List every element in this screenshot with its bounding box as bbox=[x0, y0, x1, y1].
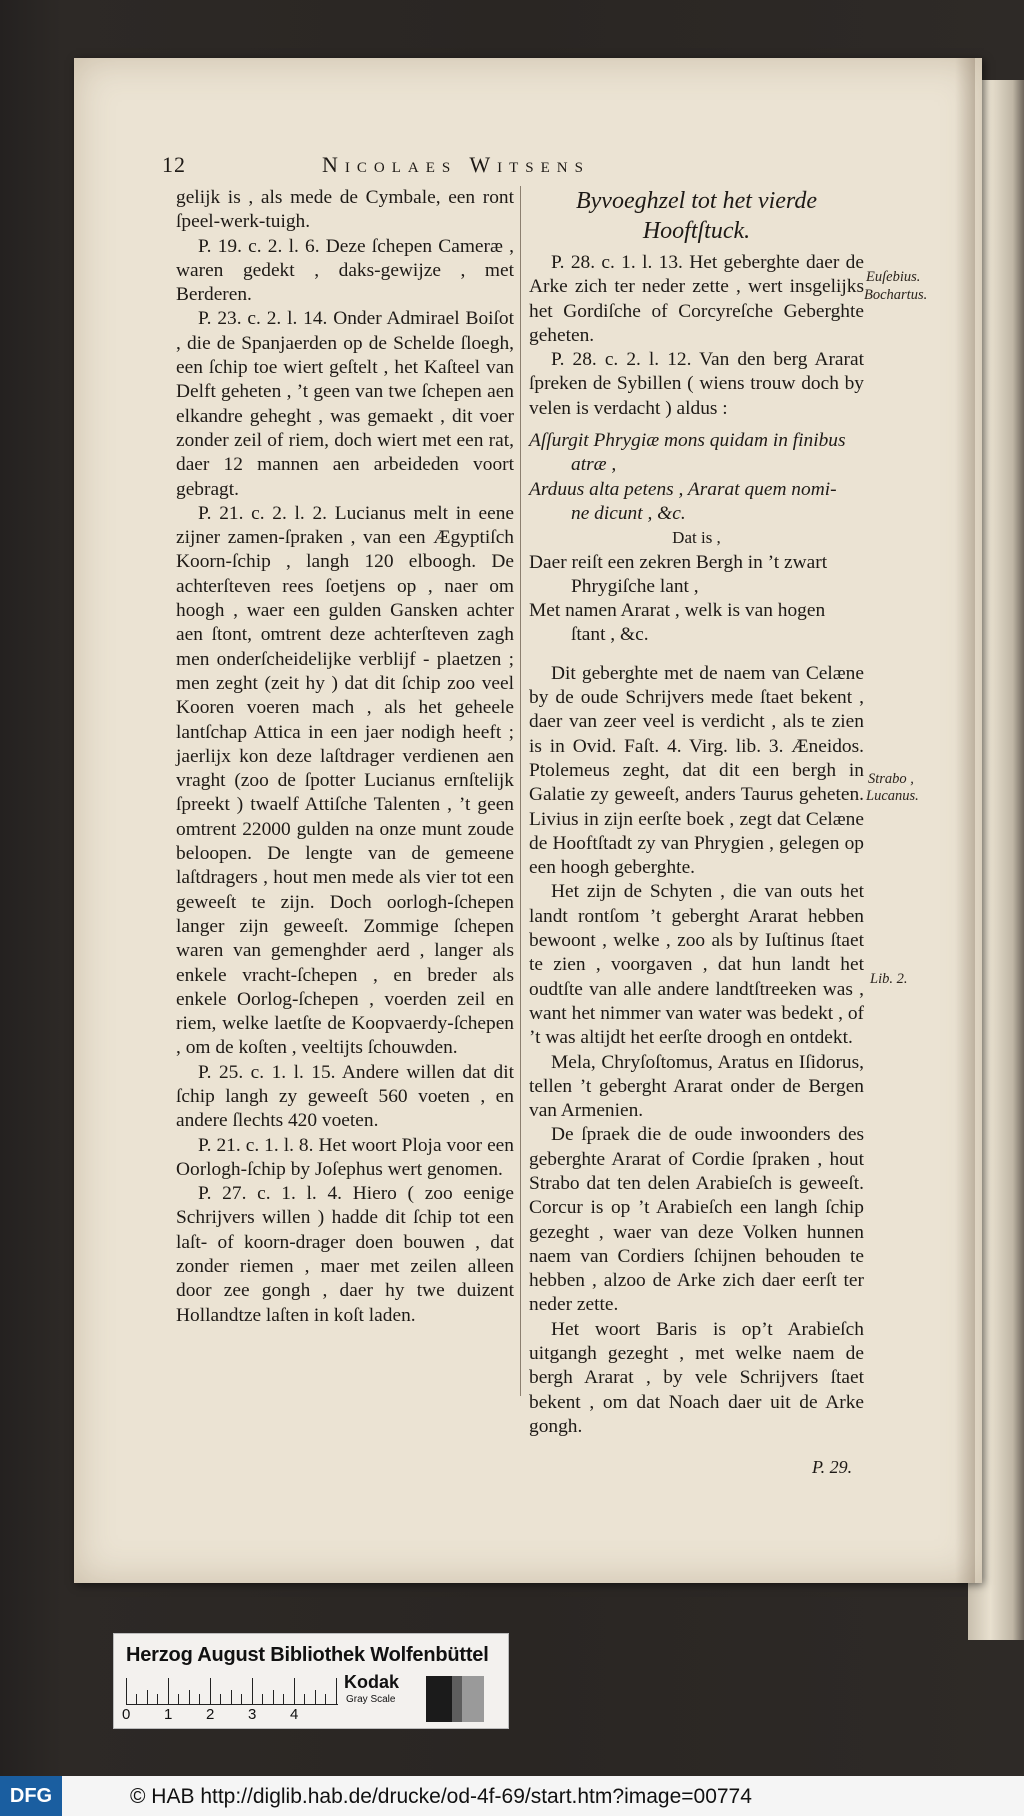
verse-line: Phrygiſche lant , bbox=[571, 575, 699, 597]
right-paragraph: Mela, Chryſoſtomus, Aratus en Iſidorus, tellen ’t geberght Ararat onder de Bergen van Armenien. bbox=[529, 1051, 864, 1122]
left-paragraph: gelijk is , als mede de Cymbale, een ront ſpeel-werk-tuigh. bbox=[176, 187, 514, 233]
dutch-verse bbox=[529, 551, 864, 648]
dfg-logo: DFG bbox=[0, 1776, 62, 1816]
ruler-label: 3 bbox=[248, 1706, 257, 1723]
footer-bar bbox=[0, 1776, 1024, 1816]
right-paragraph: P. 28. c. 1. l. 13. Het geberghte daer de Arke zich ter neder zette , wert insgelijks het Gordiſche of Corcyreſche Geberghte geheten. bbox=[529, 252, 864, 346]
gutter-shadow bbox=[955, 58, 975, 1583]
ruler-label: 1 bbox=[164, 1706, 173, 1723]
page-number: 12 bbox=[162, 152, 186, 177]
gray-scale-patch bbox=[426, 1676, 484, 1722]
right-column bbox=[529, 251, 864, 1439]
right-paragraph: Het woort Baris is op’t Arabieſch uitgangh gezeght , met welke naem de bergh Ararat , by vele Schrijvers ſtaet bekent , om dat Noach daer uit de Arke gongh. bbox=[529, 1318, 864, 1437]
margin-note: Lib. 2. bbox=[870, 971, 908, 987]
ruler-label: 4 bbox=[290, 1706, 299, 1723]
latin-verse bbox=[529, 429, 864, 526]
left-paragraph: P. 19. c. 2. l. 6. Deze ſchepen Cameræ , waren gedekt , daks-gewijze , met Berderen. bbox=[176, 235, 514, 306]
verse-line: Daer reiſt een zekren Bergh in ’t zwart bbox=[529, 551, 828, 573]
left-paragraph: P. 21. c. 2. l. 2. Lucianus melt in eene zijner zamen-ſpraken , van een Ægyptiſch Koorn-ſchip , langh 120 elboogh. De achterſteven rees ſoetjens op , naer om hoogh , waer een gulden Gansken achter aen ſtont, omtrent deze achterſteven zagh men onderſcheidelijke verblijf - plaetzen ; men zeght (zeit hy ) dat dit ſchip zoo veel Kooren voeren mach , als het geheele lantſchap Attica in een jaer nodigh heeft ; jaerlijx kon deze laſtdrager verdienen aen vraght (zoo de ſpotter Lucianus ernſtelijk ſpreekt ) twaelf Attiſche Talenten , ’t geen omtrent 22000 gulden na onze munt zoude beloopen. De lengte van de gemeene laſtdragers , hout men mede als vier tot een geweeſt te zijn. Doch oorlogh-ſchepen langer zijn geweeſt. Zommige ſchepen waren van gemenghder aerd , langer als enkele vracht-ſchepen , en breder als enkele Oorlog-ſchepen , voerden zeil en riem, welke laetſte de Koopvaerdy-ſchepen , om de koſten , veeltijts ſchouwden. bbox=[176, 502, 514, 1059]
verse-line: ſtant , &c. bbox=[571, 624, 649, 646]
left-paragraph: P. 25. c. 1. l. 15. Andere willen dat dit ſchip langh zy geweeſt 560 voeten , en andere ſlechts 420 voeten. bbox=[176, 1061, 514, 1132]
right-paragraph: Het zijn de Schyten , die van outs het landt rontſom ’t geberght Ararat hebben bewoont , welke , zoo als by Iuſtinus ſtaet te zien , voorgaven , dat hun landt het oudtſte van alle andere landtſtreeken was , want het nimmer van water was bedekt , of ’t was altijdt het eerſte droogh en ontdekt. bbox=[529, 881, 864, 1049]
margin-note: Euſebius. bbox=[866, 269, 921, 285]
kodak-logo: Kodak bbox=[344, 1672, 400, 1692]
margin-note: Bochartus. bbox=[864, 287, 928, 303]
running-head bbox=[162, 152, 702, 178]
right-paragraph: P. 28. c. 2. l. 12. Van den berg Ararat ſpreken de Sybillen ( wiens trouw doch by velen is verdacht ) aldus : bbox=[529, 349, 864, 419]
verse-line: ne dicunt , &c. bbox=[571, 502, 686, 524]
running-title: Nicolaes Witsens bbox=[322, 152, 590, 177]
left-column bbox=[176, 186, 514, 1328]
section-heading: Byvoeghzel tot het vierde Hooftſtuck. bbox=[575, 188, 817, 244]
left-paragraph: P. 23. c. 2. l. 14. Onder Admirael Boiſot , die de Spanjaerden op de Schelde ſloegh, een ſchip toe wiert geſtelt , het Kaſteel van Delft geheten , ’t geen van twe ſchepen aen elkandre geheght , was gemaekt , dit voer zonder zeil of riem, doch wiert met een rat, daer 12 mannen aen arbeideden voort gebragt. bbox=[176, 308, 514, 500]
right-paragraph: De ſpraek die de oude inwoonders des geberghte Ararat of Cordie ſpraken , hout Strabo dat ten delen Arabieſch is geweeſt. Corcur is op ’t Arabieſch een langh ſchip gezeght , waer van deze Volken hunnen naem van Cordiers ſchijnen behouden te hebben , alzoo de Arke zich daer eerſt ter neder zette. bbox=[529, 1124, 864, 1316]
scale-ruler bbox=[126, 1678, 338, 1705]
verse-line: Aſſurgit Phrygiæ mons quidam in finibus bbox=[529, 430, 846, 452]
ruler-label: 0 bbox=[122, 1706, 131, 1723]
margin-note: Strabo , bbox=[868, 771, 914, 787]
left-paragraph: P. 27. c. 1. l. 4. Hiero ( zoo eenige Schrijvers willen ) hadde dit ſchip tot een laſt- of koorn-drager doen bouwen , dat zonder riemen , maer met zeilen alleen door zee gongh , daer hy twe duizent Hollandtze laſten in koſt laden. bbox=[176, 1183, 514, 1326]
verse-line: Arduus alta petens , Ararat quem nomi- bbox=[529, 478, 837, 500]
library-name: Herzog August Bibliothek Wolfenbüttel bbox=[126, 1644, 489, 1666]
kodak-subtitle: Gray Scale bbox=[346, 1694, 396, 1705]
credit-link[interactable]: © HAB http://diglib.hab.de/drucke/od-4f-69/start.htm?image=00774 bbox=[130, 1785, 752, 1808]
column-rule bbox=[520, 186, 521, 1396]
catchword: P. 29. bbox=[812, 1457, 853, 1477]
library-color-strip bbox=[113, 1633, 509, 1729]
verse-line: Met namen Ararat , welk is van hogen bbox=[529, 600, 826, 622]
margin-note: Lucanus. bbox=[866, 788, 919, 804]
left-paragraph: P. 21. c. 1. l. 8. Het woort Ploja voor een Oorlogh-ſchip by Joſephus wert genomen. bbox=[176, 1134, 514, 1180]
ruler-label: 2 bbox=[206, 1706, 215, 1723]
dat-is-label: Dat is , bbox=[672, 528, 721, 548]
right-paragraph: Dit geberghte met de naem van Celæne by de oude Schrijvers mede ſtaet bekent , daer van zeer veel is verdicht , als te zien is in Ovid. Faſt. 4. Virg. lib. 3. Æneidos. Ptolemeus zeght, dat dit een bergh in Galatie zy geweeſt, anders Taurus geheten. Livius in zijn eerſte boek , zegt dat Celæne de Hooftſtadt zy van Phrygien , gelegen op een hoogh geberghte. bbox=[529, 662, 864, 879]
verse-line: atræ , bbox=[571, 454, 617, 476]
